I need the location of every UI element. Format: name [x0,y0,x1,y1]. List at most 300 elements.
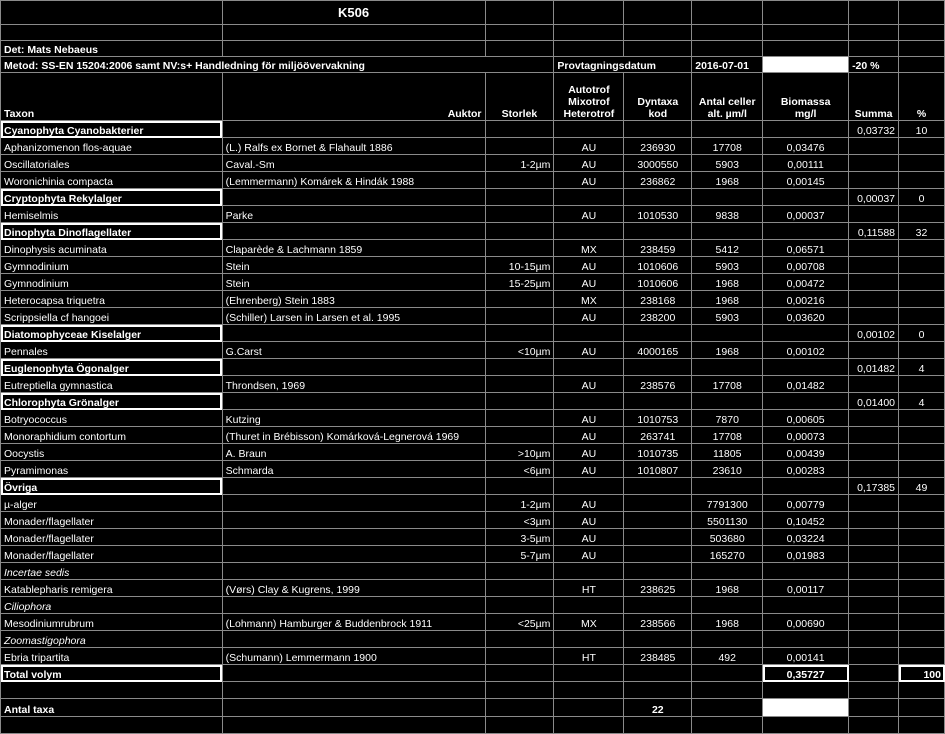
auktor-cell[interactable]: Kutzing [222,410,485,427]
empty-cell[interactable] [485,1,554,25]
empty-cell[interactable] [899,410,945,427]
empty-cell[interactable] [554,597,624,614]
empty-cell[interactable] [624,325,692,342]
empty-cell[interactable] [849,376,899,393]
dyntaxa-cell[interactable]: 238625 [624,580,692,597]
empty-cell[interactable] [624,563,692,580]
storlek-cell[interactable]: >10µm [485,444,554,461]
empty-cell[interactable] [222,665,485,682]
empty-cell[interactable] [1,717,223,734]
empty-cell[interactable] [692,325,763,342]
empty-cell[interactable] [692,665,763,682]
empty-cell[interactable] [485,631,554,648]
header-antal[interactable]: Antal celler alt. µm/l [692,73,763,121]
empty-cell[interactable] [485,478,554,495]
empty-cell[interactable] [899,461,945,478]
empty-cell[interactable] [222,717,485,734]
dyntaxa-cell[interactable]: 1010807 [624,461,692,478]
empty-cell[interactable] [485,563,554,580]
empty-cell[interactable] [899,155,945,172]
empty-cell[interactable] [899,597,945,614]
group-summa[interactable]: 0,03732 [849,121,899,138]
empty-cell[interactable] [624,597,692,614]
empty-cell[interactable] [222,25,485,41]
empty-cell[interactable] [849,461,899,478]
empty-cell[interactable] [554,325,624,342]
troph-cell[interactable]: AU [554,155,624,172]
empty-cell[interactable] [849,444,899,461]
empty-cell[interactable] [899,529,945,546]
empty-cell[interactable] [899,444,945,461]
empty-cell[interactable] [899,25,945,41]
taxon-cell[interactable]: Pyramimonas [1,461,223,478]
troph-cell[interactable]: AU [554,529,624,546]
troph-cell[interactable]: MX [554,291,624,308]
taxon-cell[interactable]: Monoraphidium contortum [1,427,223,444]
empty-cell[interactable] [624,41,692,57]
biomassa-cell[interactable]: 0,03224 [763,529,849,546]
empty-cell[interactable] [485,699,554,717]
empty-cell[interactable] [763,682,849,699]
taxon-cell[interactable]: Gymnodinium [1,274,223,291]
antal-cell[interactable]: 9838 [692,206,763,223]
taxon-cell[interactable]: Katablepharis remigera [1,580,223,597]
empty-cell[interactable] [222,393,485,410]
troph-cell[interactable]: AU [554,342,624,359]
troph-cell[interactable]: AU [554,461,624,478]
antal-cell[interactable]: 5903 [692,308,763,325]
auktor-cell[interactable]: A. Braun [222,444,485,461]
empty-cell[interactable] [899,512,945,529]
empty-cell[interactable] [692,41,763,57]
taxon-cell[interactable]: Woronichinia compacta [1,172,223,189]
dyntaxa-cell[interactable]: 1010606 [624,274,692,291]
empty-cell[interactable] [849,291,899,308]
empty-cell[interactable] [849,631,899,648]
storlek-cell[interactable]: 1-2µm [485,155,554,172]
taxon-cell[interactable]: Eutreptiella gymnastica [1,376,223,393]
empty-cell[interactable] [485,41,554,57]
auktor-cell[interactable] [222,529,485,546]
antal-cell[interactable]: 5903 [692,257,763,274]
empty-cell[interactable] [692,189,763,206]
group-name[interactable]: Cyanophyta Cyanobakterier [1,121,223,138]
empty-cell[interactable] [554,41,624,57]
taxon-cell[interactable]: Mesodiniumrubrum [1,614,223,631]
empty-cell[interactable] [554,631,624,648]
empty-cell[interactable] [849,546,899,563]
empty-cell[interactable] [899,257,945,274]
group-summa[interactable]: 0,11588 [849,223,899,240]
troph-cell[interactable]: AU [554,257,624,274]
group-name[interactable]: Dinophyta Dinoflagellater [1,223,223,240]
dyntaxa-cell[interactable] [624,546,692,563]
troph-cell[interactable]: AU [554,546,624,563]
dyntaxa-cell[interactable]: 1010530 [624,206,692,223]
dyntaxa-cell[interactable]: 236862 [624,172,692,189]
empty-cell[interactable] [485,25,554,41]
empty-cell[interactable] [899,57,945,73]
troph-cell[interactable]: AU [554,444,624,461]
antal-cell[interactable]: 1968 [692,274,763,291]
auktor-cell[interactable]: Throndsen, 1969 [222,376,485,393]
header-pct[interactable]: % [899,73,945,121]
empty-cell[interactable] [849,529,899,546]
empty-cell[interactable] [763,359,849,376]
empty-cell[interactable] [485,393,554,410]
empty-cell[interactable] [222,41,485,57]
empty-cell[interactable] [849,342,899,359]
empty-cell[interactable] [849,172,899,189]
troph-cell[interactable]: HT [554,648,624,665]
dyntaxa-cell[interactable]: 238566 [624,614,692,631]
storlek-cell[interactable]: 10-15µm [485,257,554,274]
empty-cell[interactable] [849,495,899,512]
biomassa-cell[interactable]: 0,00037 [763,206,849,223]
group-pct[interactable]: 10 [899,121,945,138]
empty-cell[interactable] [692,631,763,648]
dyntaxa-cell[interactable]: 238485 [624,648,692,665]
empty-cell[interactable] [222,597,485,614]
taxon-cell[interactable]: Monader/flagellater [1,529,223,546]
empty-cell[interactable] [222,189,485,206]
storlek-cell[interactable]: 1-2µm [485,495,554,512]
storlek-cell[interactable]: <3µm [485,512,554,529]
storlek-cell[interactable]: 3-5µm [485,529,554,546]
empty-cell[interactable] [624,359,692,376]
empty-cell[interactable] [849,206,899,223]
empty-cell[interactable] [692,393,763,410]
dyntaxa-cell[interactable]: 1010606 [624,257,692,274]
sheet-title[interactable]: K506 [222,1,485,25]
auktor-cell[interactable]: Caval.-Sm [222,155,485,172]
empty-cell[interactable] [1,25,223,41]
group-name[interactable]: Diatomophyceae Kiselalger [1,325,223,342]
det-label[interactable]: Det: Mats Nebaeus [1,41,223,57]
header-dyntaxa[interactable]: Dyntaxa kod [624,73,692,121]
empty-cell[interactable] [692,699,763,717]
biomassa-cell[interactable]: 0,00708 [763,257,849,274]
dyntaxa-cell[interactable] [624,495,692,512]
antal-cell[interactable]: 17708 [692,138,763,155]
empty-cell[interactable] [222,223,485,240]
taxon-cell[interactable]: Scrippsiella cf hangoei [1,308,223,325]
auktor-cell[interactable]: (Vørs) Clay & Kugrens, 1999 [222,580,485,597]
subgroup-label[interactable]: Ciliophora [1,597,223,614]
empty-cell[interactable] [899,1,945,25]
subgroup-label[interactable]: Incertae sedis [1,563,223,580]
empty-cell[interactable] [554,699,624,717]
dyntaxa-cell[interactable] [624,529,692,546]
antal-cell[interactable]: 1968 [692,291,763,308]
taxon-cell[interactable]: Oocystis [1,444,223,461]
dyntaxa-cell[interactable]: 238200 [624,308,692,325]
empty-cell[interactable] [692,25,763,41]
dyntaxa-cell[interactable]: 238168 [624,291,692,308]
taxon-cell[interactable]: Dinophysis acuminata [1,240,223,257]
empty-cell[interactable] [624,717,692,734]
empty-cell[interactable] [554,393,624,410]
troph-cell[interactable]: AU [554,410,624,427]
empty-cell[interactable] [899,717,945,734]
troph-cell[interactable]: AU [554,138,624,155]
empty-cell[interactable] [763,41,849,57]
troph-cell[interactable]: AU [554,512,624,529]
biomassa-cell[interactable]: 0,00439 [763,444,849,461]
empty-cell[interactable] [899,206,945,223]
empty-cell[interactable] [899,427,945,444]
dyntaxa-cell[interactable]: 1010735 [624,444,692,461]
empty-cell[interactable] [849,1,899,25]
white-cell[interactable] [763,699,849,717]
auktor-cell[interactable]: (Lemmermann) Komárek & Hindák 1988 [222,172,485,189]
storlek-cell[interactable] [485,291,554,308]
taxon-cell[interactable]: Monader/flagellater [1,546,223,563]
group-name[interactable]: Övriga [1,478,223,495]
empty-cell[interactable] [849,308,899,325]
empty-cell[interactable] [849,138,899,155]
taxon-cell[interactable]: Aphanizomenon flos-aquae [1,138,223,155]
empty-cell[interactable] [485,121,554,138]
group-summa[interactable]: 0,17385 [849,478,899,495]
biomassa-cell[interactable]: 0,00111 [763,155,849,172]
empty-cell[interactable] [222,699,485,717]
storlek-cell[interactable]: 5-7µm [485,546,554,563]
antal-taxa-value[interactable]: 22 [624,699,692,717]
white-cell[interactable] [763,57,849,73]
empty-cell[interactable] [485,223,554,240]
group-summa[interactable]: 0,01482 [849,359,899,376]
empty-cell[interactable] [763,717,849,734]
biomassa-cell[interactable]: 0,00145 [763,172,849,189]
empty-cell[interactable] [899,682,945,699]
empty-cell[interactable] [899,172,945,189]
empty-cell[interactable] [624,25,692,41]
empty-cell[interactable] [554,223,624,240]
antal-cell[interactable]: 1968 [692,580,763,597]
empty-cell[interactable] [849,648,899,665]
auktor-cell[interactable]: Schmarda [222,461,485,478]
antal-taxa-label[interactable]: Antal taxa [1,699,223,717]
group-summa[interactable]: 0,01400 [849,393,899,410]
empty-cell[interactable] [554,682,624,699]
biomassa-cell[interactable]: 0,03476 [763,138,849,155]
dyntaxa-cell[interactable]: 4000165 [624,342,692,359]
empty-cell[interactable] [1,682,223,699]
empty-cell[interactable] [849,717,899,734]
empty-cell[interactable] [849,563,899,580]
total-biomassa[interactable]: 0,35727 [763,665,849,682]
storlek-cell[interactable]: <10µm [485,342,554,359]
storlek-cell[interactable]: <25µm [485,614,554,631]
empty-cell[interactable] [554,25,624,41]
auktor-cell[interactable]: (Ehrenberg) Stein 1883 [222,291,485,308]
taxon-cell[interactable]: Hemiselmis [1,206,223,223]
group-pct[interactable]: 4 [899,393,945,410]
group-name[interactable]: Cryptophyta Rekylalger [1,189,223,206]
taxon-cell[interactable]: Botryococcus [1,410,223,427]
antal-cell[interactable]: 503680 [692,529,763,546]
storlek-cell[interactable] [485,138,554,155]
taxon-cell[interactable]: Gymnodinium [1,257,223,274]
biomassa-cell[interactable]: 0,00102 [763,342,849,359]
empty-cell[interactable] [899,495,945,512]
empty-cell[interactable] [763,393,849,410]
metod-label[interactable]: Metod: SS-EN 15204:2006 samt NV:s+ Handledning för miljöövervakning [1,57,554,73]
empty-cell[interactable] [849,41,899,57]
empty-cell[interactable] [222,478,485,495]
troph-cell[interactable]: AU [554,376,624,393]
group-summa[interactable]: 0,00102 [849,325,899,342]
biomassa-cell[interactable]: 0,01482 [763,376,849,393]
empty-cell[interactable] [554,189,624,206]
empty-cell[interactable] [485,325,554,342]
empty-cell[interactable] [624,1,692,25]
empty-cell[interactable] [624,121,692,138]
storlek-cell[interactable] [485,376,554,393]
empty-cell[interactable] [624,393,692,410]
empty-cell[interactable] [222,563,485,580]
biomassa-cell[interactable]: 0,06571 [763,240,849,257]
group-summa[interactable]: 0,00037 [849,189,899,206]
storlek-cell[interactable] [485,240,554,257]
group-pct[interactable]: 32 [899,223,945,240]
antal-cell[interactable]: 7870 [692,410,763,427]
antal-cell[interactable]: 11805 [692,444,763,461]
dyntaxa-cell[interactable]: 3000550 [624,155,692,172]
antal-cell[interactable]: 23610 [692,461,763,478]
empty-cell[interactable] [849,699,899,717]
taxon-cell[interactable]: Monader/flagellater [1,512,223,529]
dyntaxa-cell[interactable]: 263741 [624,427,692,444]
empty-cell[interactable] [763,478,849,495]
empty-cell[interactable] [692,1,763,25]
taxon-cell[interactable]: Pennales [1,342,223,359]
taxon-cell[interactable]: Ebria tripartita [1,648,223,665]
provtagningsdatum-label[interactable]: Provtagningsdatum [554,57,692,73]
antal-cell[interactable]: 1968 [692,342,763,359]
empty-cell[interactable] [763,325,849,342]
antal-cell[interactable]: 5501130 [692,512,763,529]
empty-cell[interactable] [222,631,485,648]
auktor-cell[interactable]: Stein [222,274,485,291]
dyntaxa-cell[interactable]: 238576 [624,376,692,393]
storlek-cell[interactable]: <6µm [485,461,554,478]
storlek-cell[interactable] [485,427,554,444]
storlek-cell[interactable]: 15-25µm [485,274,554,291]
empty-cell[interactable] [554,478,624,495]
auktor-cell[interactable]: (Thuret in Brébisson) Komárková-Legnerová 1969 [222,427,485,444]
empty-cell[interactable] [554,717,624,734]
empty-cell[interactable] [849,274,899,291]
empty-cell[interactable] [692,597,763,614]
antal-cell[interactable]: 17708 [692,427,763,444]
auktor-cell[interactable]: (Schiller) Larsen in Larsen et al. 1995 [222,308,485,325]
storlek-cell[interactable] [485,580,554,597]
troph-cell[interactable]: AU [554,206,624,223]
empty-cell[interactable] [624,665,692,682]
empty-cell[interactable] [763,563,849,580]
auktor-cell[interactable]: (Schumann) Lemmermann 1900 [222,648,485,665]
troph-cell[interactable]: MX [554,240,624,257]
empty-cell[interactable] [222,682,485,699]
storlek-cell[interactable] [485,648,554,665]
storlek-cell[interactable] [485,172,554,189]
group-pct[interactable]: 0 [899,189,945,206]
empty-cell[interactable] [899,138,945,155]
dyntaxa-cell[interactable] [624,512,692,529]
empty-cell[interactable] [554,665,624,682]
empty-cell[interactable] [899,580,945,597]
auktor-cell[interactable]: (L.) Ralfs ex Bornet & Flahault 1886 [222,138,485,155]
storlek-cell[interactable] [485,308,554,325]
biomassa-cell[interactable]: 0,00216 [763,291,849,308]
auktor-cell[interactable] [222,512,485,529]
taxon-cell[interactable]: Heterocapsa triquetra [1,291,223,308]
biomassa-cell[interactable]: 0,03620 [763,308,849,325]
auktor-cell[interactable] [222,546,485,563]
dyntaxa-cell[interactable]: 238459 [624,240,692,257]
empty-cell[interactable] [692,478,763,495]
empty-cell[interactable] [849,580,899,597]
auktor-cell[interactable]: Parke [222,206,485,223]
empty-cell[interactable] [692,121,763,138]
empty-cell[interactable] [554,359,624,376]
empty-cell[interactable] [899,342,945,359]
empty-cell[interactable] [899,546,945,563]
empty-cell[interactable] [692,359,763,376]
empty-cell[interactable] [692,223,763,240]
antal-cell[interactable]: 7791300 [692,495,763,512]
empty-cell[interactable] [554,563,624,580]
troph-cell[interactable]: AU [554,427,624,444]
auktor-cell[interactable]: G.Carst [222,342,485,359]
biomassa-cell[interactable]: 0,00472 [763,274,849,291]
biomassa-cell[interactable]: 0,00141 [763,648,849,665]
total-pct[interactable]: 100 [899,665,945,682]
subgroup-label[interactable]: Zoomastigophora [1,631,223,648]
empty-cell[interactable] [849,410,899,427]
header-storlek[interactable]: Storlek [485,73,554,121]
biomassa-cell[interactable]: 0,10452 [763,512,849,529]
empty-cell[interactable] [763,121,849,138]
empty-cell[interactable] [899,291,945,308]
header-troph[interactable]: Autotrof Mixotrof Heterotrof [554,73,624,121]
troph-cell[interactable]: AU [554,495,624,512]
dyntaxa-cell[interactable]: 236930 [624,138,692,155]
empty-cell[interactable] [692,563,763,580]
temp-value[interactable]: -20 % [849,57,899,73]
empty-cell[interactable] [624,682,692,699]
empty-cell[interactable] [624,189,692,206]
biomassa-cell[interactable]: 0,00779 [763,495,849,512]
empty-cell[interactable] [692,717,763,734]
empty-cell[interactable] [763,25,849,41]
biomassa-cell[interactable]: 0,00283 [763,461,849,478]
empty-cell[interactable] [849,155,899,172]
empty-cell[interactable] [899,308,945,325]
group-pct[interactable]: 4 [899,359,945,376]
empty-cell[interactable] [554,1,624,25]
empty-cell[interactable] [763,597,849,614]
empty-cell[interactable] [899,41,945,57]
empty-cell[interactable] [899,614,945,631]
empty-cell[interactable] [763,189,849,206]
troph-cell[interactable]: AU [554,274,624,291]
dyntaxa-cell[interactable]: 1010753 [624,410,692,427]
empty-cell[interactable] [222,121,485,138]
empty-cell[interactable] [763,631,849,648]
